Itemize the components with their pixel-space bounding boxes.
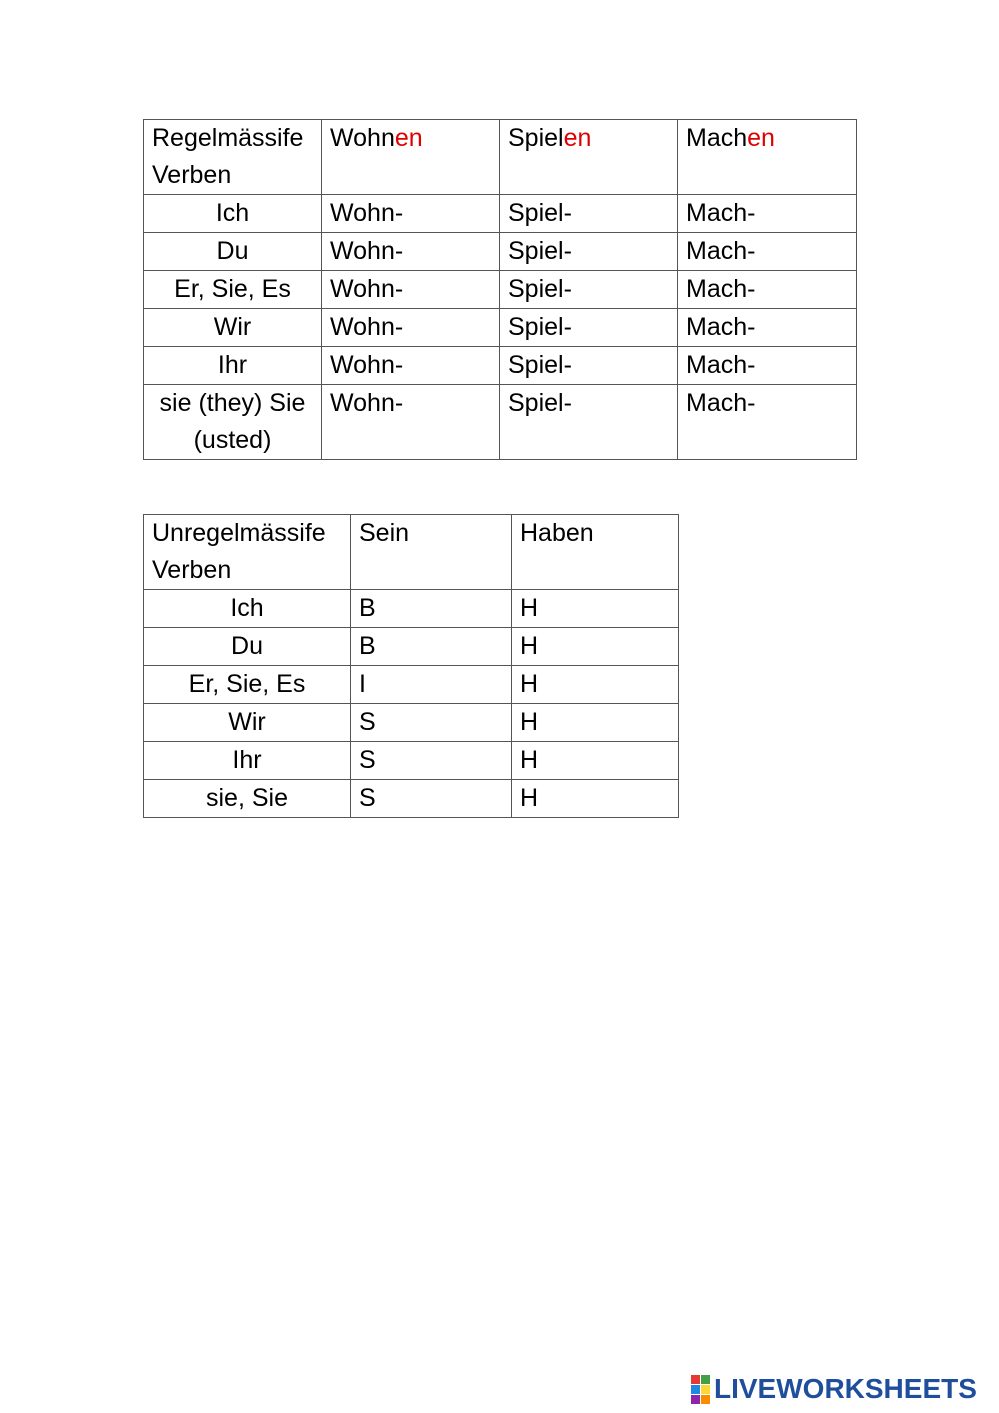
conjugation-cell[interactable]: Mach- bbox=[678, 195, 857, 233]
conjugation-cell[interactable]: H bbox=[512, 628, 679, 666]
table-header-row bbox=[144, 120, 857, 195]
conjugation-cell[interactable]: I bbox=[351, 666, 512, 704]
logo-blocks-icon bbox=[691, 1375, 710, 1404]
table-header-row bbox=[144, 515, 679, 590]
pronoun-cell: Du bbox=[144, 628, 351, 666]
verb-ending: en bbox=[563, 124, 592, 152]
verb-stem: Spiel bbox=[508, 124, 564, 152]
pronoun-cell: Er, Sie, Es bbox=[144, 271, 322, 309]
verb-ending: en bbox=[747, 124, 775, 152]
conjugation-cell[interactable]: Wohn- bbox=[322, 385, 500, 460]
pronoun-cell: Ihr bbox=[144, 742, 351, 780]
pronoun-cell: Wir bbox=[144, 704, 351, 742]
conjugation-cell[interactable]: Spiel- bbox=[500, 195, 678, 233]
verb-haben-header: Haben bbox=[512, 515, 679, 590]
conjugation-cell[interactable]: B bbox=[351, 628, 512, 666]
table-row bbox=[144, 195, 857, 233]
conjugation-cell[interactable]: Wohn- bbox=[322, 233, 500, 271]
conjugation-cell[interactable]: Mach- bbox=[678, 309, 857, 347]
conjugation-cell[interactable]: Wohn- bbox=[322, 309, 500, 347]
conjugation-cell[interactable]: H bbox=[512, 780, 679, 818]
irregular-verbs-table bbox=[143, 514, 679, 818]
conjugation-cell[interactable]: Spiel- bbox=[500, 385, 678, 460]
table-row bbox=[144, 666, 679, 704]
conjugation-cell[interactable]: H bbox=[512, 666, 679, 704]
conjugation-cell[interactable]: Spiel- bbox=[500, 347, 678, 385]
table-row bbox=[144, 742, 679, 780]
conjugation-cell[interactable]: Spiel- bbox=[500, 309, 678, 347]
table-row bbox=[144, 385, 857, 460]
conjugation-cell[interactable]: H bbox=[512, 742, 679, 780]
table-row bbox=[144, 590, 679, 628]
conjugation-cell[interactable]: S bbox=[351, 780, 512, 818]
liveworksheets-logo bbox=[691, 1373, 977, 1405]
pronoun-cell: Ihr bbox=[144, 347, 322, 385]
conjugation-cell[interactable]: Wohn- bbox=[322, 195, 500, 233]
verb-wohnen-header bbox=[322, 120, 500, 195]
table-row bbox=[144, 628, 679, 666]
table-row bbox=[144, 233, 857, 271]
verb-stem: Wohn bbox=[330, 124, 395, 152]
conjugation-cell[interactable]: H bbox=[512, 590, 679, 628]
table-row bbox=[144, 309, 857, 347]
pronoun-cell: Ich bbox=[144, 195, 322, 233]
conjugation-cell[interactable]: H bbox=[512, 704, 679, 742]
conjugation-cell[interactable]: S bbox=[351, 742, 512, 780]
conjugation-cell[interactable]: Wohn- bbox=[322, 347, 500, 385]
conjugation-cell[interactable]: Spiel- bbox=[500, 233, 678, 271]
conjugation-cell[interactable]: Mach- bbox=[678, 271, 857, 309]
verb-machen-header bbox=[678, 120, 857, 195]
conjugation-cell[interactable]: B bbox=[351, 590, 512, 628]
regular-verbs-header: Regelmässife Verben bbox=[144, 120, 322, 195]
pronoun-cell: sie (they) Sie (usted) bbox=[144, 385, 322, 460]
verb-ending: en bbox=[394, 124, 423, 152]
conjugation-cell[interactable]: Mach- bbox=[678, 233, 857, 271]
table-row bbox=[144, 347, 857, 385]
brand-name: LIVEWORKSHEETS bbox=[714, 1373, 977, 1404]
conjugation-cell[interactable]: S bbox=[351, 704, 512, 742]
verb-spielen-header bbox=[500, 120, 678, 195]
conjugation-cell[interactable]: Spiel- bbox=[500, 271, 678, 309]
pronoun-cell: Du bbox=[144, 233, 322, 271]
pronoun-cell: sie, Sie bbox=[144, 780, 351, 818]
pronoun-cell: Wir bbox=[144, 309, 322, 347]
table-row bbox=[144, 780, 679, 818]
conjugation-cell[interactable]: Wohn- bbox=[322, 271, 500, 309]
verb-stem: Mach bbox=[686, 124, 748, 152]
irregular-verbs-header: Unregelmässife Verben bbox=[144, 515, 351, 590]
conjugation-cell[interactable]: Mach- bbox=[678, 385, 857, 460]
conjugation-cell[interactable]: Mach- bbox=[678, 347, 857, 385]
table-row bbox=[144, 271, 857, 309]
regular-verbs-table bbox=[143, 119, 857, 460]
table-row bbox=[144, 704, 679, 742]
pronoun-cell: Er, Sie, Es bbox=[144, 666, 351, 704]
pronoun-cell: Ich bbox=[144, 590, 351, 628]
verb-sein-header: Sein bbox=[351, 515, 512, 590]
